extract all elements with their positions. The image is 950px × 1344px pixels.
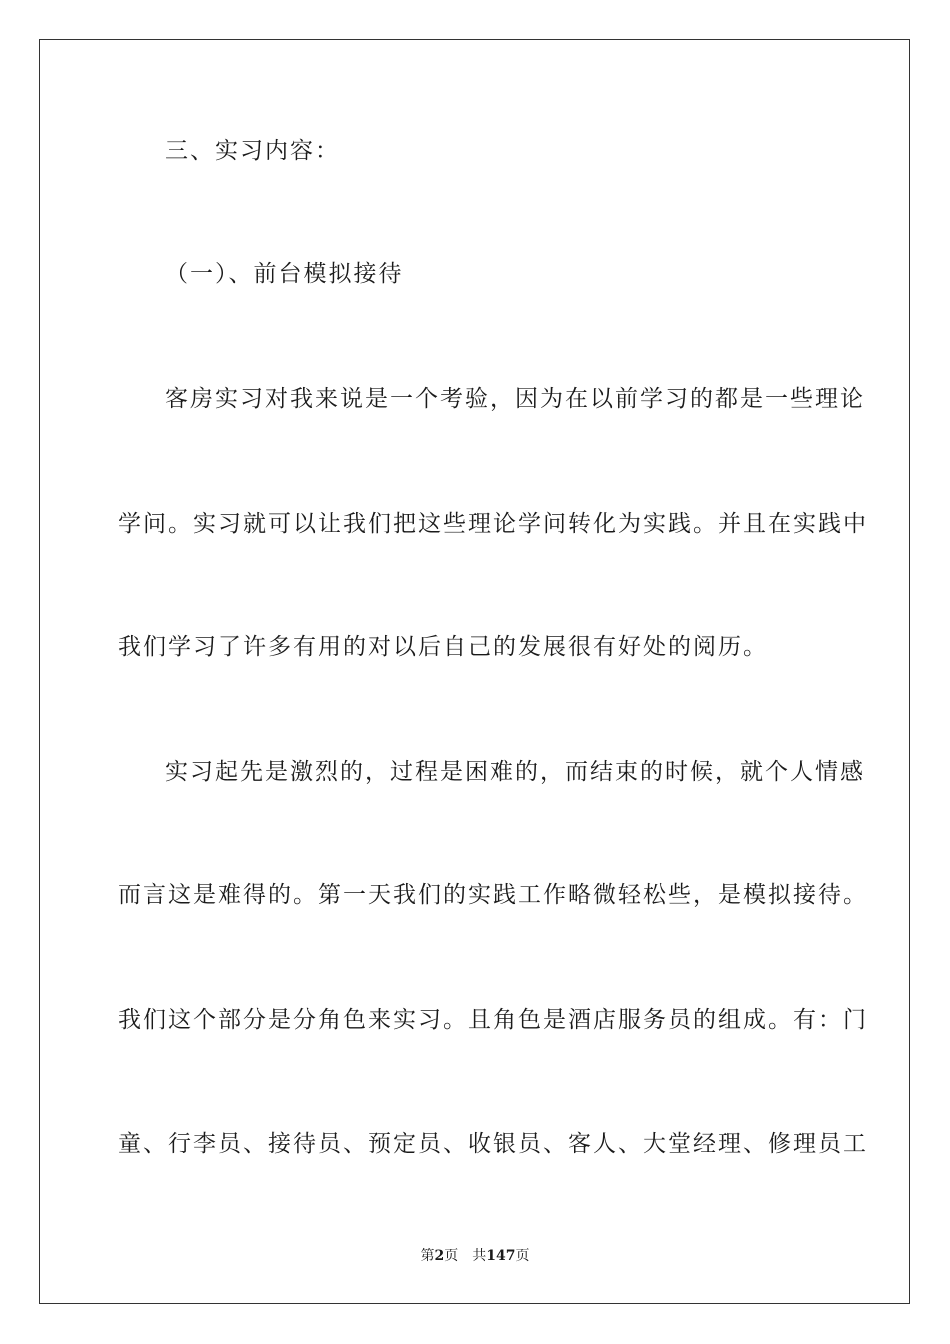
footer-page-prefix: 第: [420, 1248, 435, 1264]
paragraph-line: 我们这个部分是分角色来实习。且角色是酒店服务员的组成。有：门: [118, 1007, 868, 1033]
paragraph-line: 实习起先是激烈的，过程是困难的，而结束的时候，就个人情感: [165, 759, 865, 785]
footer-total-pages: 147: [486, 1248, 516, 1264]
footer-page-number: 2: [434, 1248, 445, 1264]
paragraph-line: 客房实习对我来说是一个考验，因为在以前学习的都是一些理论: [165, 386, 865, 412]
paragraph-line: 童、行李员、接待员、预定员、收银员、客人、大堂经理、修理员工: [118, 1131, 868, 1157]
paragraph-line: 学问。实习就可以让我们把这些理论学问转化为实践。并且在实践中: [118, 511, 868, 537]
subsection-heading: （一）、前台模拟接待: [165, 261, 404, 287]
page-border: [39, 39, 910, 1304]
paragraph-line: 而言这是难得的。第一天我们的实践工作略微轻松些，是模拟接待。: [118, 882, 868, 908]
footer-total-prefix: 共: [472, 1248, 487, 1264]
footer-total-suffix: 页: [515, 1248, 530, 1264]
paragraph-line: 我们学习了许多有用的对以后自己的发展很有好处的阅历。: [118, 634, 768, 660]
section-heading: 三、实习内容：: [165, 138, 340, 164]
page-footer: [0, 1246, 950, 1266]
footer-page-suffix: 页: [444, 1248, 459, 1264]
